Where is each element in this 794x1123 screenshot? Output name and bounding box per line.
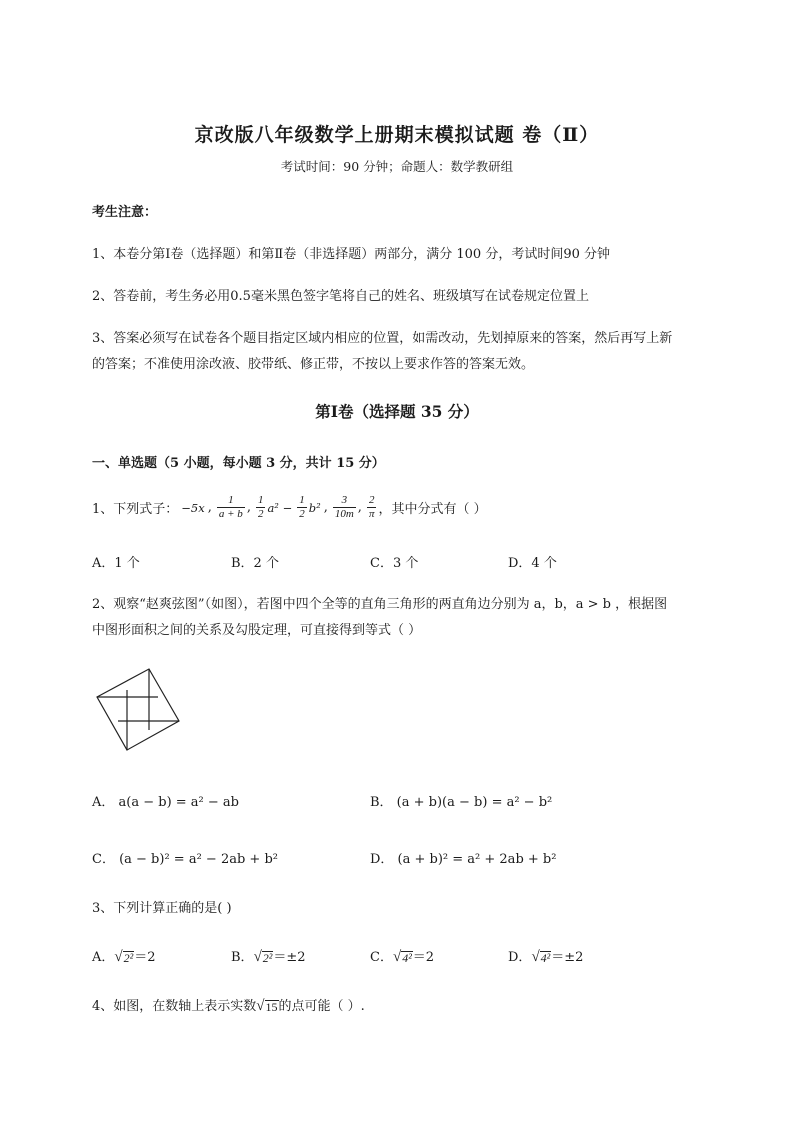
q1-expr-a: −5x — [181, 500, 205, 515]
q1-prefix: 1、下列式子： — [92, 502, 179, 517]
q1-option-d[interactable]: D．4 个 — [508, 556, 557, 571]
q3-stem: 3、下列计算正确的是( ) — [92, 901, 232, 916]
q3-option-c[interactable]: C． √ 4² ＝2 — [370, 949, 435, 965]
q1-option-a[interactable]: A．1 个 — [92, 556, 140, 571]
q2-option-d[interactable]: D． (a + b)² = a² + 2ab + b² — [370, 852, 557, 867]
part-heading: 一、单选题（5 小题，每小题 3 分，共计 15 分） — [92, 456, 385, 471]
q3-option-a[interactable]: A． √ 2² ＝2 — [92, 949, 156, 965]
notice-item-1: 1、本卷分第Ⅰ卷（选择题）和第Ⅱ卷（非选择题）两部分，满分 100 分，考试时间90 分钟 — [92, 247, 610, 262]
notice-heading: 考生注意： — [92, 205, 158, 220]
q4-prefix: 4、如图，在数轴上表示实数 — [92, 999, 257, 1014]
q2-option-b[interactable]: B． (a + b)(a − b) = a² − b² — [370, 795, 553, 810]
exam-info: 考试时间：90 分钟；命题人：数学教研组 — [280, 159, 514, 174]
q3-option-d[interactable]: D． √ 4² ＝±2 — [508, 949, 584, 965]
q1-fraction-1: $\frac{1}{a + b}$ — [218, 494, 243, 520]
q1-expr-tail: b² — [308, 500, 321, 515]
q2-stem-line-2: 中图形面积之间的关系及勾股定理，可直接得到等式（ ） — [92, 623, 422, 638]
q1-suffix: ，其中分式有（ ） — [378, 502, 487, 517]
q1-fraction-5: $\frac{2}{\pi}$ — [368, 494, 375, 520]
q1-fraction-4: $\frac{3}{10m}$ — [334, 494, 354, 520]
q4-sqrt: √ 15 — [256, 998, 278, 1014]
page-title: 京改版八年级数学上册期末模拟试题 卷（Ⅱ） — [194, 124, 600, 146]
q1-fraction-3: $\frac{1}{2}$ — [299, 494, 305, 520]
notice-item-3: 3、答案必须写在试卷各个题目指定区域内相应的位置，如需改动，先划掉原来的答案，然后再写上新 — [92, 331, 673, 346]
outer-square — [97, 669, 179, 750]
notice-item-2: 2、答卷前，考生务必用0.5毫米黑色签字笔将自己的姓名、班级填写在试卷规定位置上 — [92, 289, 589, 304]
question-4 — [92, 995, 365, 1014]
q1-expr-mid: a² − — [267, 500, 293, 515]
q1-fraction-2: $\frac{1}{2}$ — [257, 494, 264, 520]
section-title: 第Ⅰ卷（选择题 35 分） — [315, 402, 479, 421]
q2-stem-line-1: 2、观察“赵爽弦图”（如图），若图中四个全等的直角三角形的两直角边分别为 a，b，a > b ，根据图 — [92, 597, 668, 612]
q3-option-b[interactable]: B． √ 2² ＝±2 — [231, 949, 306, 965]
q4-suffix: 的点可能（ ）. — [278, 999, 365, 1014]
question-1: 1、下列式子： −5x , $\frac{1}{a + b}$ , $\frac{1}{2}$ a² − $\frac{1}{2}$ b² , $\frac{3}{10m}$ , $\frac{2}{\pi}$ ，其中分式有（ ） — [92, 494, 487, 520]
zhao-shuang-diagram — [94, 666, 182, 754]
notice-item-3-cont: 的答案；不准使用涂改液、胶带纸、修正带，不按以上要求作答的答案无效。 — [92, 357, 535, 372]
q2-option-a[interactable]: A． a(a − b) = a² − ab — [92, 795, 239, 810]
q1-option-c[interactable]: C．3 个 — [370, 556, 419, 571]
q1-option-b[interactable]: B．2 个 — [231, 556, 279, 571]
q2-option-c[interactable]: C． (a − b)² = a² − 2ab + b² — [92, 852, 278, 867]
